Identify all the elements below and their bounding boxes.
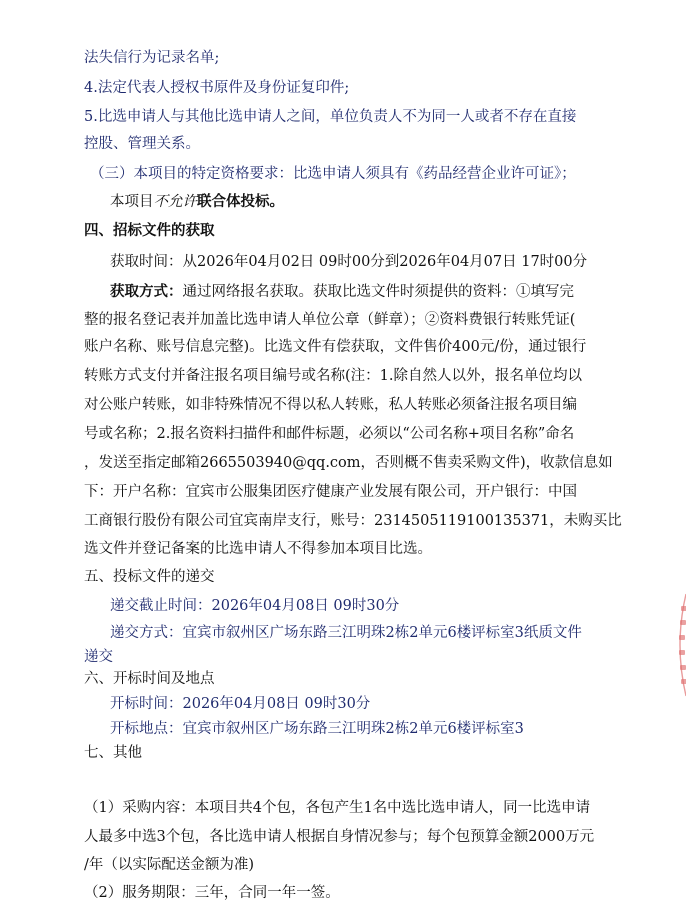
text-line: 工商银行股份有限公司宜宾南岸支行，账号：2314505119100135371，未购买比	[84, 513, 622, 529]
section-heading: 四、招标文件的获取	[84, 222, 215, 239]
text-line: 号或名称；2.报名资料扫描件和邮件标题，必须以“公司名称+项目名称”命名	[84, 426, 575, 442]
text-line: （2）服务期限：三年，合同一年一签。	[84, 885, 340, 901]
text-line: 5.比选申请人与其他比选申请人之间，单位负责人不为同一人或者不存在直接	[84, 109, 577, 125]
text-run-bold: 获取方式：	[110, 283, 183, 300]
text-line: 转账方式支付并备注报名项目编号或名称(注：1.除自然人以外，报名单位均以	[84, 368, 582, 384]
text-line: /年（以实际配送金额为准)	[84, 857, 255, 873]
text-line: （1）采购内容：本项目共4个包，各包产生1名中选比选申请人，同一比选申请	[84, 800, 591, 816]
text-line: 整的报名登记表并加盖比选申请人单位公章（鲜章）；②资料费银行转账凭证(	[84, 312, 576, 328]
text-run-italic: 不允许	[153, 194, 197, 210]
text-line: 下：开户名称：宜宾市公服集团医疗健康产业发展有限公司，开户银行：中国	[84, 484, 577, 500]
section-heading: 六、开标时间及地点	[84, 671, 215, 687]
text-line: 递交方式：宜宾市叙州区广场东路三江明珠2栋2单元6楼评标室3纸质文件	[110, 625, 582, 641]
section-heading: 五、投标文件的递交	[84, 569, 215, 585]
text-run: 通过网络报名获取。获取比选文件时须提供的资料：①填写完	[182, 284, 574, 300]
text-line: 递交	[84, 649, 113, 665]
text-line: 控股、管理关系。	[84, 136, 200, 152]
text-line: （三）本项目的特定资格要求：比选申请人须具有《药品经营企业许可证》；	[90, 166, 576, 182]
red-seal-stamp	[672, 590, 686, 700]
text-line	[110, 192, 284, 212]
text-line: 开标时间：2026年04月08日 09时30分	[110, 696, 371, 712]
text-run: 本项目	[110, 194, 154, 210]
text-run-bold: 联合体投标。	[197, 193, 284, 210]
text-line: 账户名称、账号信息完整)。比选文件有偿获取，文件售价400元/份，通过银行	[84, 339, 587, 355]
text-line	[110, 282, 574, 302]
text-line: 开标地点：宜宾市叙州区广场东路三江明珠2栋2单元6楼评标室3	[110, 721, 524, 737]
text-line: 对公账户转账，如非特殊情况不得以私人转账，私人转账必须备注报名项目编	[84, 397, 577, 413]
text-line: 递交截止时间：2026年04月08日 09时30分	[110, 598, 400, 614]
text-line: 获取时间：从2026年04月02日 09时00分到2026年04月07日 17时00分	[110, 254, 588, 270]
text-line: 4.法定代表人授权书原件及身份证复印件;	[84, 80, 350, 96]
section-heading: 七、其他	[84, 745, 142, 761]
text-line: 法失信行为记录名单;	[84, 50, 220, 66]
text-line: 人最多中选3个包，各比选申请人根据自身情况参与；每个包预算金额2000万元	[84, 829, 595, 845]
text-line: ，发送至指定邮箱2665503940@qq.com，否则概不售卖采购文件)，收款信息如	[84, 455, 613, 471]
text-line: 选文件并登记备案的比选申请人不得参加本项目比选。	[84, 541, 432, 557]
